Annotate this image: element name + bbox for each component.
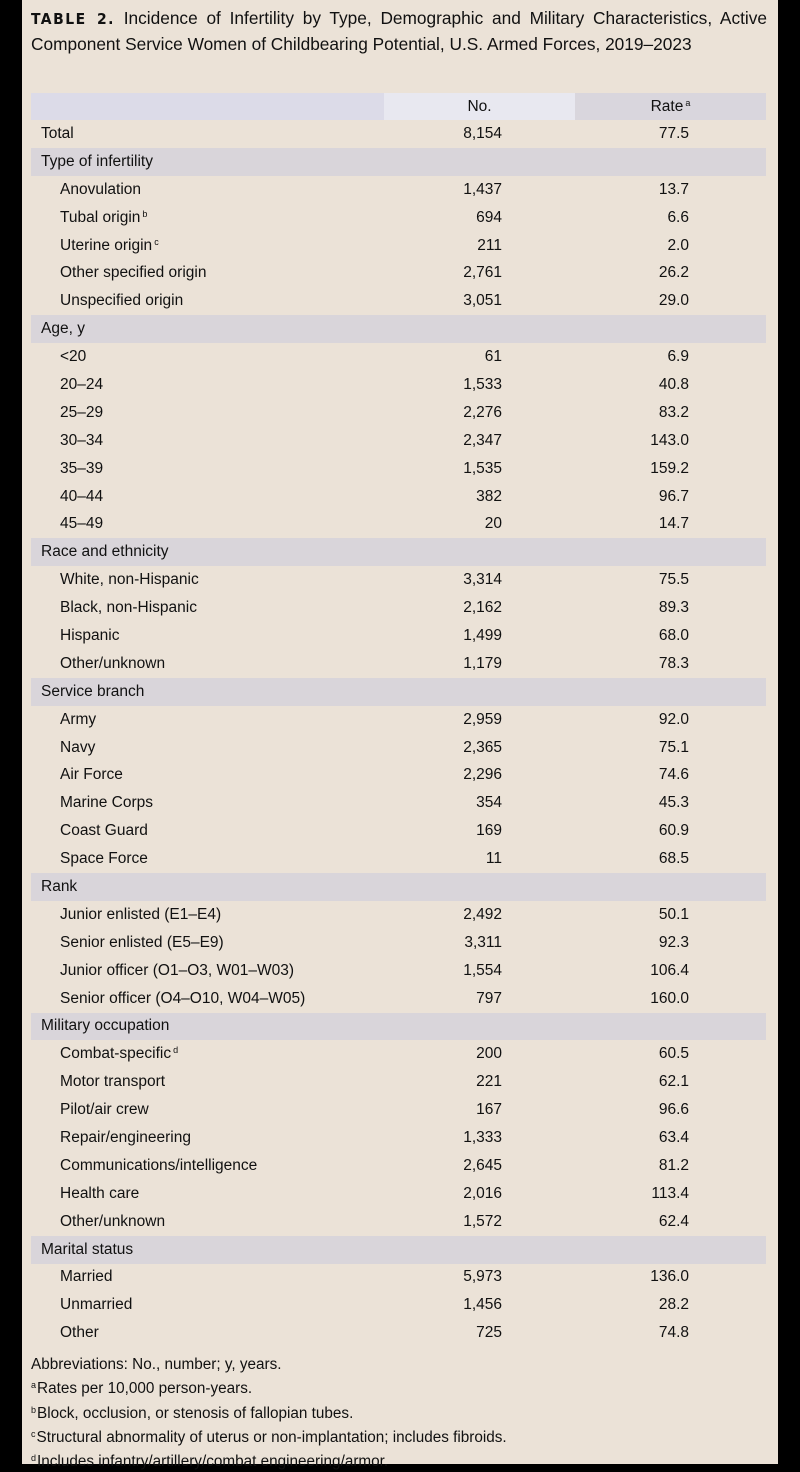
row-label xyxy=(31,1264,384,1292)
row-label xyxy=(31,287,384,315)
total-row xyxy=(31,120,766,148)
row-label-text: Other xyxy=(60,1324,99,1342)
table-number: TABLE 2. xyxy=(31,10,115,28)
row-no: 61 xyxy=(484,348,502,366)
row-label-text: Hispanic xyxy=(60,626,120,644)
group-label: Age, y xyxy=(31,315,384,343)
row-rate: 29.0 xyxy=(658,292,689,310)
group-label: Rank xyxy=(31,873,384,901)
table-row xyxy=(31,1040,766,1068)
group-row xyxy=(31,538,766,566)
header-rate-text: Rate xyxy=(650,97,684,115)
row-no: 1,333 xyxy=(463,1129,502,1146)
group-no-empty xyxy=(384,1013,575,1041)
row-rate: 26.2 xyxy=(658,264,689,282)
row-rate: 75.5 xyxy=(658,571,689,589)
row-no: 3,314 xyxy=(463,571,502,589)
footnote-marker: c xyxy=(31,1428,36,1439)
row-rate: 45.3 xyxy=(658,794,689,812)
group-label: Race and ethnicity xyxy=(31,538,384,566)
table-row xyxy=(31,1096,766,1124)
group-rate-empty xyxy=(575,1013,766,1041)
table-row xyxy=(31,1291,766,1319)
row-label-text: Married xyxy=(60,1268,113,1286)
row-label xyxy=(31,845,384,873)
row-rate: 113.4 xyxy=(651,1184,689,1202)
row-no: 5,973 xyxy=(463,1268,502,1286)
footnote xyxy=(31,1424,771,1448)
row-label-text: Repair/engineering xyxy=(60,1129,191,1146)
row-no: 2,761 xyxy=(463,264,502,282)
row-label-text: Space Force xyxy=(60,850,148,868)
group-rate-empty xyxy=(575,678,766,706)
row-rate: 28.2 xyxy=(658,1296,689,1314)
row-label-text: 40–44 xyxy=(60,487,104,505)
group-row xyxy=(31,1236,766,1264)
row-label xyxy=(31,706,384,734)
row-no: 1,179 xyxy=(463,654,502,672)
row-label-text: 35–39 xyxy=(60,459,104,477)
row-label-text: Other specified origin xyxy=(60,264,207,282)
row-label-text: Motor transport xyxy=(60,1073,166,1091)
footnote-text: Block, occlusion, or stenosis of fallopian tubes. xyxy=(37,1404,354,1422)
row-label-text: Communications/intelligence xyxy=(60,1156,258,1174)
row-label xyxy=(31,817,384,845)
row-rate: 143.0 xyxy=(650,431,689,449)
row-no: 3,051 xyxy=(463,292,502,310)
group-rate-empty xyxy=(575,1236,766,1264)
table-row xyxy=(31,483,766,511)
row-rate: 60.5 xyxy=(658,1045,689,1063)
table-row xyxy=(31,1208,766,1236)
row-label xyxy=(31,483,384,511)
row-label-text: Anovulation xyxy=(60,180,142,198)
row-no: 1,572 xyxy=(463,1212,502,1230)
header-no: No. xyxy=(384,93,575,120)
row-rate: 68.0 xyxy=(658,626,689,644)
row-rate: 92.3 xyxy=(658,933,689,951)
row-label: Total xyxy=(41,124,74,142)
row-rate: 63.4 xyxy=(658,1129,689,1146)
table-row xyxy=(31,594,766,622)
group-no-empty xyxy=(384,678,575,706)
group-row xyxy=(31,148,766,176)
footnote-text: Includes infantry/artillery/combat engineering/armor. xyxy=(37,1453,389,1471)
row-rate: 60.9 xyxy=(658,822,689,840)
group-no-empty xyxy=(384,873,575,901)
row-label-text: Health care xyxy=(60,1184,140,1202)
table-row xyxy=(31,259,766,287)
row-no: 725 xyxy=(476,1324,502,1342)
table-row xyxy=(31,1152,766,1180)
row-no: 354 xyxy=(476,794,502,812)
row-rate: 40.8 xyxy=(658,375,689,393)
group-no-empty xyxy=(384,1236,575,1264)
row-label xyxy=(31,455,384,483)
row-label xyxy=(31,176,384,204)
table-row xyxy=(31,232,766,260)
table-row xyxy=(31,287,766,315)
row-label-text: 25–29 xyxy=(60,403,104,421)
table-row xyxy=(31,176,766,204)
group-row xyxy=(31,678,766,706)
row-label xyxy=(31,1040,384,1068)
row-no: 2,492 xyxy=(463,905,502,923)
row-label-text: 30–34 xyxy=(60,431,104,449)
row-no: 2,016 xyxy=(463,1184,502,1202)
infertility-table xyxy=(31,93,766,1347)
row-label-text: Army xyxy=(60,710,97,728)
row-label xyxy=(31,594,384,622)
header-label xyxy=(31,93,384,120)
table-row xyxy=(31,1319,766,1347)
group-rate-empty xyxy=(575,315,766,343)
table-footnotes xyxy=(31,1354,771,1472)
table-row xyxy=(31,789,766,817)
row-label-text: Black, non-Hispanic xyxy=(60,599,197,617)
row-rate: 96.6 xyxy=(658,1101,689,1119)
row-label xyxy=(31,901,384,929)
table-row xyxy=(31,566,766,594)
table-row xyxy=(31,1180,766,1208)
row-rate: 74.6 xyxy=(658,766,689,784)
row-label xyxy=(31,929,384,957)
table-row xyxy=(31,706,766,734)
row-label xyxy=(31,343,384,371)
row-label-text: Coast Guard xyxy=(60,822,148,840)
row-label xyxy=(31,650,384,678)
table-row xyxy=(31,985,766,1013)
group-no-empty xyxy=(384,315,575,343)
header-rate xyxy=(575,93,766,120)
row-no: 167 xyxy=(476,1101,502,1119)
table-row xyxy=(31,622,766,650)
row-label xyxy=(31,399,384,427)
row-rate: 106.4 xyxy=(650,961,689,979)
table-row xyxy=(31,371,766,399)
row-label xyxy=(31,957,384,985)
row-no: 382 xyxy=(476,487,502,505)
row-rate: 13.7 xyxy=(658,180,689,198)
row-no: 2,276 xyxy=(463,403,502,421)
row-rate: 75.1 xyxy=(658,738,689,756)
row-label xyxy=(31,1291,384,1319)
row-no: 221 xyxy=(476,1073,502,1091)
table-row xyxy=(31,1264,766,1292)
table-row xyxy=(31,901,766,929)
row-no: 694 xyxy=(476,208,502,226)
row-no: 169 xyxy=(476,822,502,840)
row-no: 20 xyxy=(484,515,502,533)
row-label xyxy=(31,510,384,538)
footnote xyxy=(31,1400,771,1424)
header-row xyxy=(31,93,766,120)
row-no: 211 xyxy=(477,236,502,254)
table-title xyxy=(31,6,767,56)
row-no: 3,311 xyxy=(464,933,502,951)
row-rate: 96.7 xyxy=(658,487,689,505)
row-rate: 6.9 xyxy=(667,348,689,366)
row-rate: 160.0 xyxy=(650,989,689,1007)
row-label-text: Uterine origin xyxy=(60,236,153,254)
group-label: Service branch xyxy=(31,678,384,706)
group-rate-empty xyxy=(575,873,766,901)
group-rate-empty xyxy=(575,538,766,566)
row-label-text: Pilot/air crew xyxy=(60,1101,149,1119)
row-label xyxy=(31,1068,384,1096)
row-label-text: Navy xyxy=(60,738,96,756)
row-label-text: Junior officer (O1–O3, W01–W03) xyxy=(60,961,295,979)
table-row xyxy=(31,734,766,762)
row-label xyxy=(31,427,384,455)
row-rate: 159.2 xyxy=(650,459,689,477)
group-label: Marital status xyxy=(31,1236,384,1264)
table-row xyxy=(31,650,766,678)
row-label xyxy=(31,1319,384,1347)
footnote xyxy=(31,1375,771,1399)
row-label-text: Unspecified origin xyxy=(60,292,184,310)
row-rate: 2.0 xyxy=(667,236,689,254)
row-no: 2,162 xyxy=(463,599,502,617)
row-no: 200 xyxy=(476,1045,502,1063)
row-rate: 62.4 xyxy=(658,1212,689,1230)
row-label xyxy=(31,259,384,287)
row-label xyxy=(31,232,384,260)
row-label-text: Junior enlisted (E1–E4) xyxy=(60,905,222,923)
row-label xyxy=(31,622,384,650)
row-no: 11 xyxy=(485,850,502,868)
row-label xyxy=(31,1208,384,1236)
row-no: 2,959 xyxy=(463,710,502,728)
row-label xyxy=(31,371,384,399)
footnote-text: Structural abnormality of uterus or non-implantation; includes fibroids. xyxy=(36,1428,507,1446)
row-rate: 62.1 xyxy=(658,1073,689,1091)
row-label-text: White, non-Hispanic xyxy=(60,571,199,589)
row-label-text: Senior enlisted (E5–E9) xyxy=(60,933,224,951)
footnote-marker: c xyxy=(154,236,159,247)
table-row xyxy=(31,1068,766,1096)
group-row xyxy=(31,873,766,901)
row-rate: 78.3 xyxy=(658,654,689,672)
group-label: Type of infertility xyxy=(31,148,384,176)
group-no-empty xyxy=(384,148,575,176)
row-rate: 14.7 xyxy=(658,515,689,533)
table-row xyxy=(31,455,766,483)
footnote-marker: d xyxy=(173,1045,179,1056)
row-label xyxy=(31,734,384,762)
footnote xyxy=(31,1354,771,1375)
table-caption: Incidence of Infertility by Type, Demographic and Military Characteristics, Active Component Service Women of Childbearing Potential, U.S. Armed Forces, 2019–2023 xyxy=(31,8,767,54)
row-label-text: Air Force xyxy=(60,766,123,784)
row-label-text: Combat-specific xyxy=(60,1045,172,1063)
row-no: 1,535 xyxy=(463,459,502,477)
row-label-text: Other/unknown xyxy=(60,1212,166,1230)
row-label-text: Other/unknown xyxy=(60,654,166,672)
row-no: 797 xyxy=(476,989,502,1007)
row-label-text: Senior officer (O4–O10, W04–W05) xyxy=(60,989,306,1007)
row-no: 2,296 xyxy=(463,766,502,784)
row-no: 8,154 xyxy=(463,124,502,142)
table-row xyxy=(31,510,766,538)
row-label xyxy=(31,1180,384,1208)
table-row xyxy=(31,845,766,873)
row-no: 2,347 xyxy=(463,431,502,449)
row-rate: 50.1 xyxy=(658,905,689,923)
row-label-text: 20–24 xyxy=(60,375,104,393)
row-label-text: Unmarried xyxy=(60,1296,133,1314)
row-no: 2,365 xyxy=(463,738,502,756)
group-no-empty xyxy=(384,538,575,566)
group-row xyxy=(31,315,766,343)
footnote-marker: b xyxy=(142,208,148,219)
row-rate: 89.3 xyxy=(658,599,689,617)
table-row xyxy=(31,761,766,789)
table-row xyxy=(31,204,766,232)
row-rate: 74.8 xyxy=(658,1324,689,1342)
row-label xyxy=(31,566,384,594)
row-label xyxy=(31,204,384,232)
table-row xyxy=(31,399,766,427)
row-rate: 81.2 xyxy=(658,1156,689,1174)
row-label-text: Marine Corps xyxy=(60,794,154,812)
table-row xyxy=(31,1124,766,1152)
group-row xyxy=(31,1013,766,1041)
row-rate: 77.5 xyxy=(658,124,689,142)
table-row xyxy=(31,929,766,957)
row-label-text: <20 xyxy=(60,348,87,366)
table-page xyxy=(22,0,778,1471)
table-row xyxy=(31,343,766,371)
footnote-marker: a xyxy=(685,97,691,108)
row-rate: 136.0 xyxy=(650,1268,689,1286)
footnote-marker: b xyxy=(31,1404,37,1415)
row-no: 1,456 xyxy=(463,1296,502,1314)
row-label xyxy=(31,1152,384,1180)
row-label xyxy=(31,985,384,1013)
row-label-text: Tubal origin xyxy=(60,208,141,226)
row-no: 1,437 xyxy=(463,180,502,198)
row-no: 1,554 xyxy=(463,961,502,979)
row-rate: 83.2 xyxy=(658,403,689,421)
group-label: Military occupation xyxy=(31,1013,384,1041)
row-label xyxy=(31,761,384,789)
row-no: 2,645 xyxy=(463,1156,502,1174)
row-no: 1,533 xyxy=(463,375,502,393)
group-rate-empty xyxy=(575,148,766,176)
row-no: 1,499 xyxy=(463,626,502,644)
row-rate: 68.5 xyxy=(658,850,689,868)
row-label xyxy=(31,1124,384,1152)
table-row xyxy=(31,957,766,985)
row-rate: 6.6 xyxy=(667,208,689,226)
table-row xyxy=(31,427,766,455)
row-label xyxy=(31,1096,384,1124)
table-row xyxy=(31,817,766,845)
footnote xyxy=(31,1448,771,1472)
footnote-text: Abbreviations: No., number; y, years. xyxy=(31,1356,282,1373)
footnote-marker: d xyxy=(31,1453,37,1464)
footnote-text: Rates per 10,000 person-years. xyxy=(37,1380,253,1398)
footnote-marker: a xyxy=(31,1380,37,1391)
row-label xyxy=(31,789,384,817)
row-label-text: 45–49 xyxy=(60,515,104,533)
row-rate: 92.0 xyxy=(658,710,689,728)
